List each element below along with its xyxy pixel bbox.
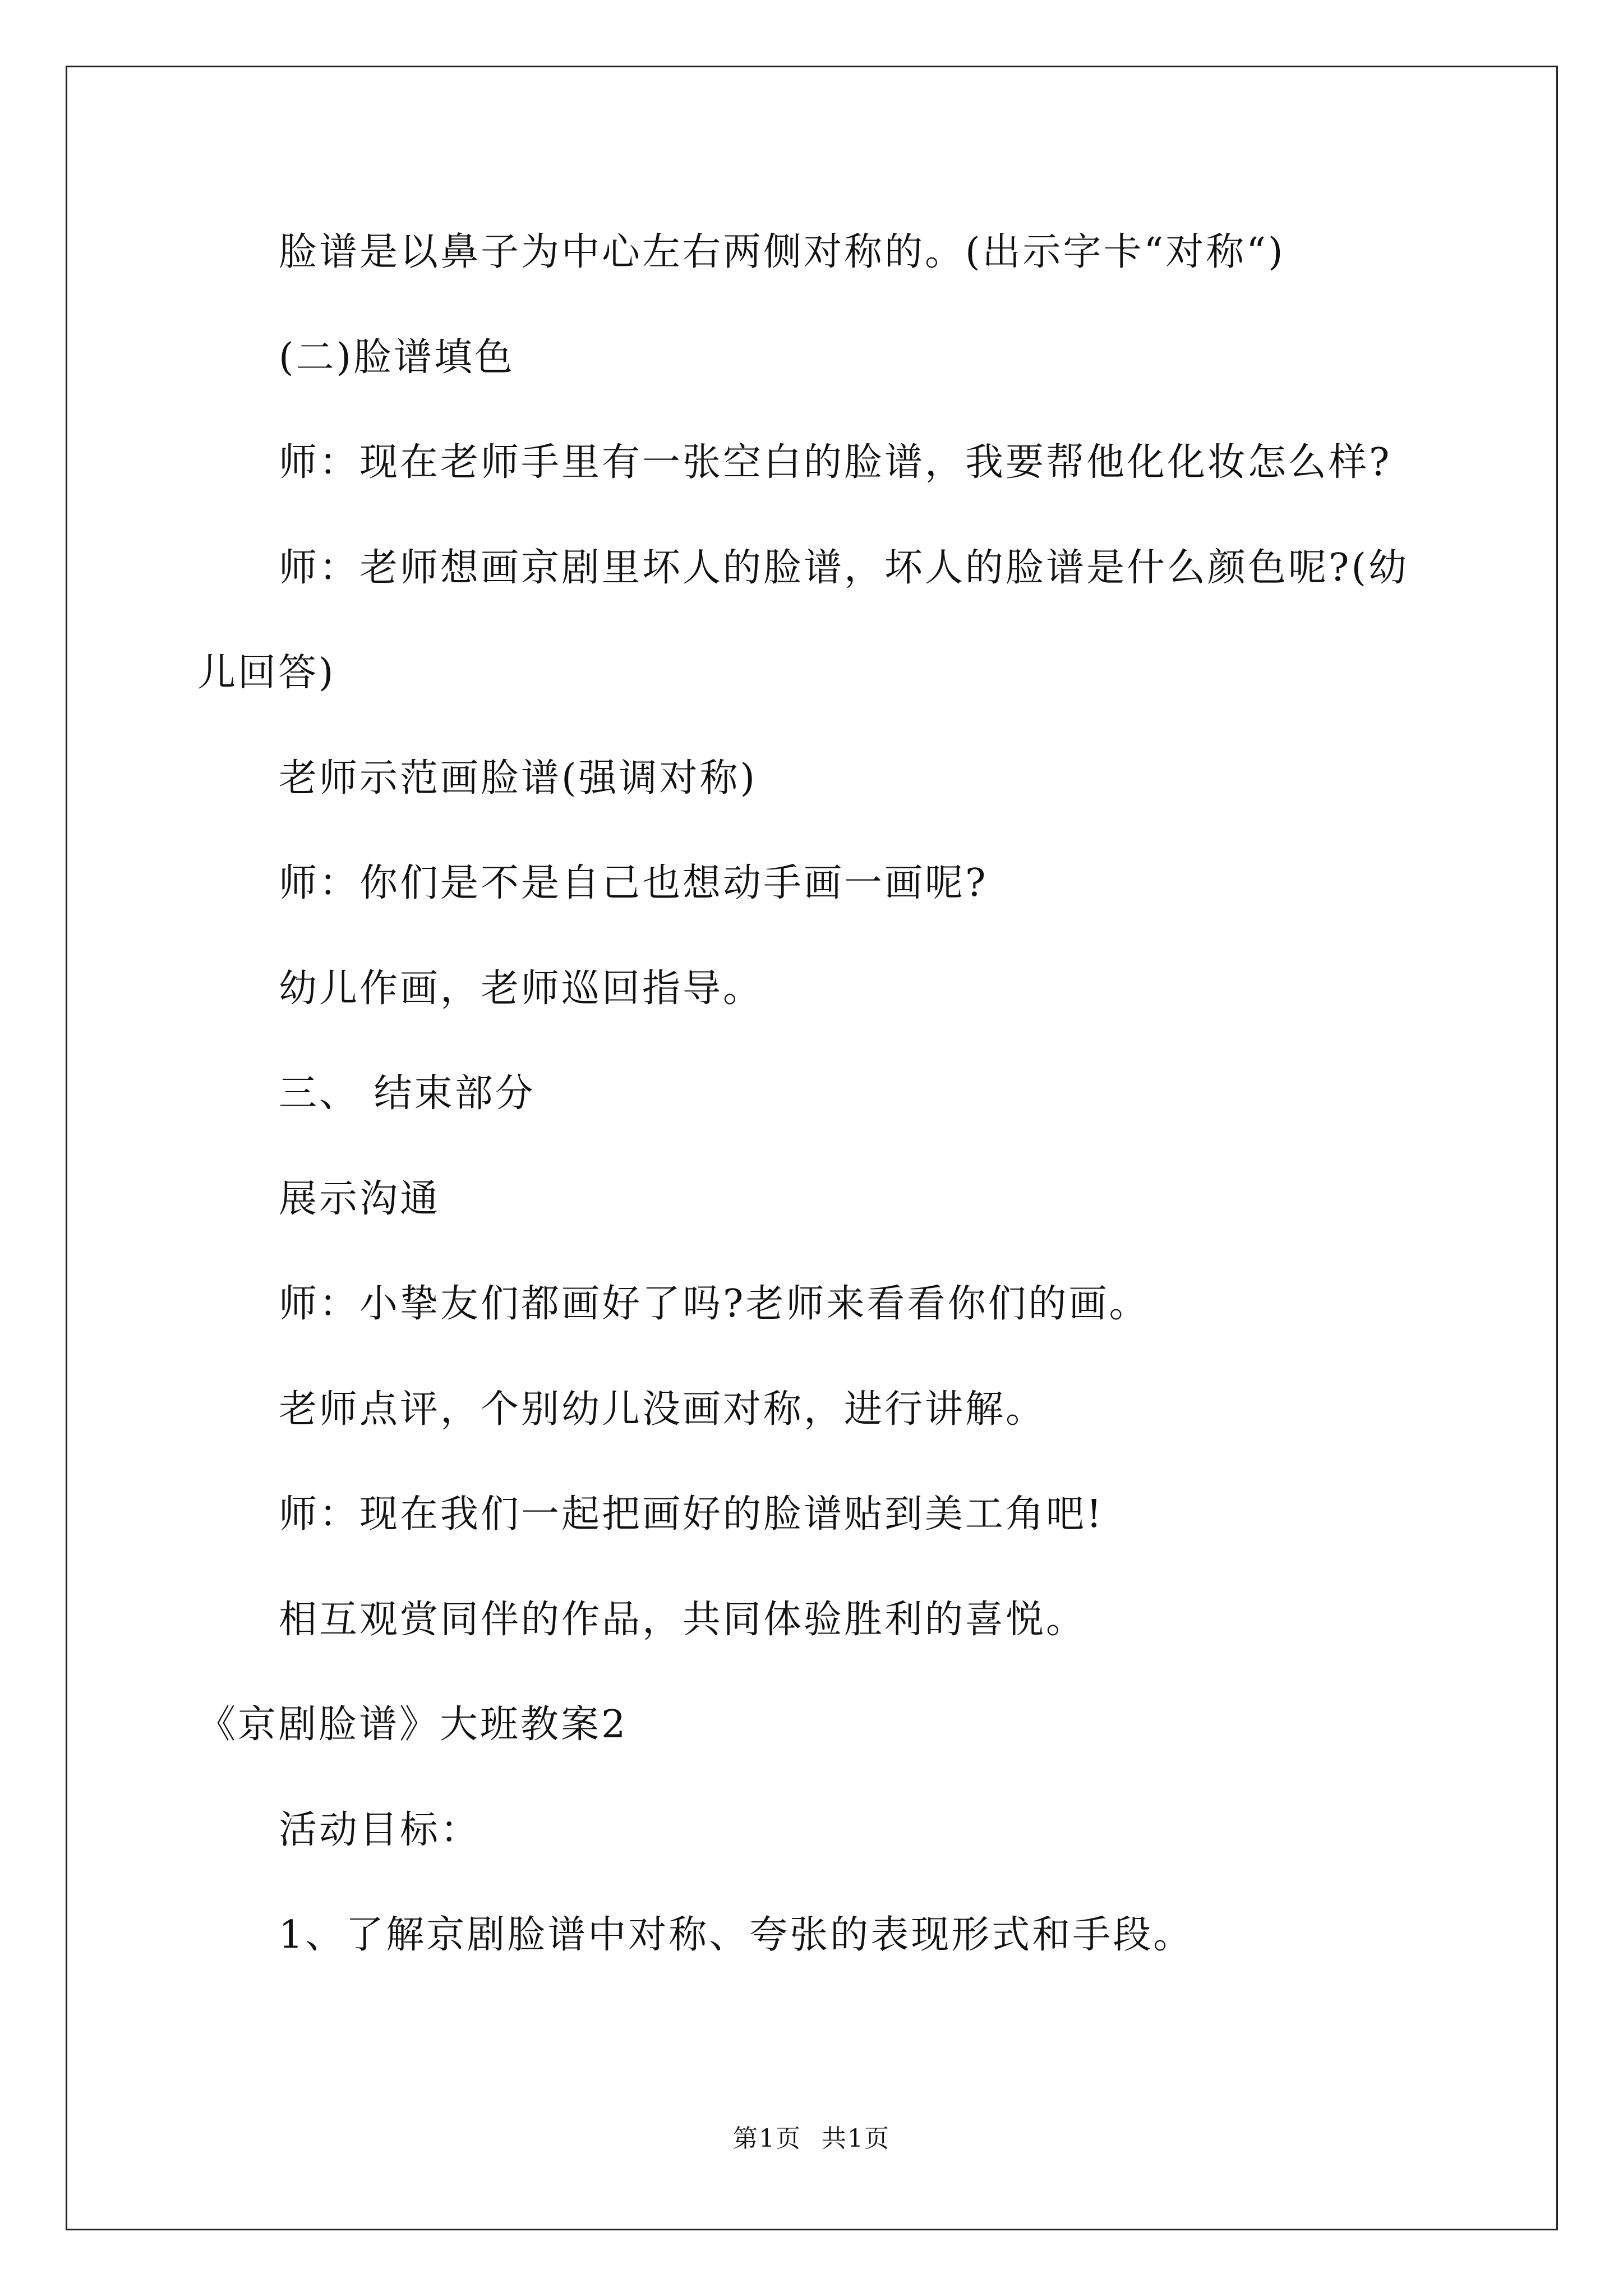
section-heading: 活动目标： <box>279 1808 481 1852</box>
paragraph: 师：你们是不是自己也想动手画一画呢? <box>279 861 988 905</box>
section-heading: 三、 结束部分 <box>279 1071 536 1116</box>
paragraph: 脸谱是以鼻子为中心左右两侧对称的。(出示字卡“对称“) <box>279 230 1285 274</box>
paragraph: 老师点评，个别幼儿没画对称，进行讲解。 <box>279 1387 1046 1432</box>
document-title: 《京剧脸谱》大班教案2 <box>197 1703 628 1747</box>
paragraph: 师：小挚友们都画好了吗?老师来看看你们的画。 <box>279 1282 1150 1326</box>
paragraph-continuation: 儿回答) <box>197 651 336 695</box>
paragraph: 师：现在老师手里有一张空白的脸谱，我要帮他化化妆怎么样? <box>279 440 1392 485</box>
paragraph: 1、了解京剧脸谱中对称、夸张的表现形式和手段。 <box>279 1913 1194 1957</box>
paragraph: 师：老师想画京剧里坏人的脸谱，坏人的脸谱是什么颜色呢?(幼 <box>279 546 1409 590</box>
page-footer <box>0 2123 1623 2155</box>
paragraph: 老师示范画脸谱(强调对称) <box>279 756 758 800</box>
page-number-total: 共1页 <box>822 2124 890 2153</box>
paragraph: 幼儿作画，老师巡回指导。 <box>279 967 764 1011</box>
section-heading: (二)脸谱填色 <box>279 335 515 380</box>
paragraph: 相互观赏同伴的作品，共同体验胜利的喜悦。 <box>279 1598 1087 1642</box>
paragraph: 展示沟通 <box>279 1177 441 1221</box>
page-number-current: 第1页 <box>733 2124 801 2153</box>
paragraph: 师：现在我们一起把画好的脸谱贴到美工角吧! <box>279 1492 1104 1536</box>
